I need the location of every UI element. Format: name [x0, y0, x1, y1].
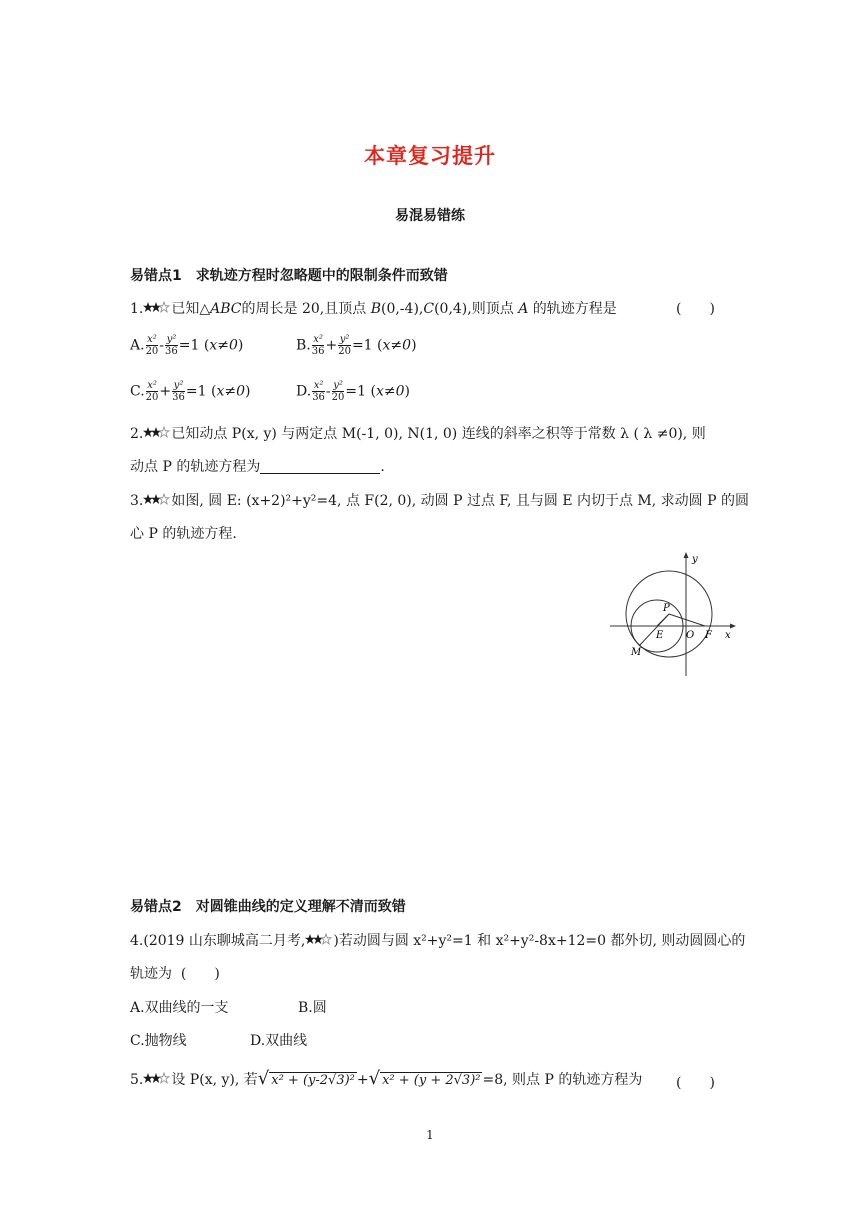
- question-5: 5. 设 P(x, y), 若√ x² + (y-2√3)² +√ x² + (y + 2√3)² =8, 则点 P 的轨迹方程为: [130, 1068, 643, 1089]
- point-m-label: M: [631, 647, 642, 658]
- circle-diagram: [606, 548, 742, 680]
- option-d: D. $\frac{\text{x²}}{36}$ - $\frac{\text{y²}}{20}$ =1 (x≠0): [296, 380, 410, 403]
- question-4-line-2: 轨迹为 ( ): [130, 966, 220, 982]
- point-o-label: O: [686, 630, 695, 641]
- answer-paren: ( ): [676, 301, 715, 317]
- section-subtitle: 易混易错练: [395, 208, 465, 224]
- difficulty-stars-icon: [143, 301, 171, 315]
- option-a: A. $\frac{\text{x²}}{20}$ - $\frac{\text{y²}}{36}$ =1 (x≠0): [130, 334, 244, 357]
- question-4-line-1: 4.(2019 山东聊城高二月考, )若动圆与圆 x²+y²=1 和 x²+y²-8x+12=0 都外切, 则动圆圆心的: [130, 933, 746, 949]
- option-c: C.抛物线: [130, 1033, 187, 1049]
- answer-paren: ( ): [676, 1075, 715, 1091]
- difficulty-stars-icon: [143, 426, 171, 440]
- point-e-label: E: [656, 630, 664, 641]
- option-b: B.圆: [298, 1000, 327, 1016]
- radical-1: x² + (y-2√3)²: [271, 1073, 355, 1088]
- question-1: 1. 已知△ABC的周长是 20,且顶点 B(0,-4),C(0,4),则顶点 A 的轨迹方程是: [130, 301, 617, 317]
- question-2-line-1: 2. 已知动点 P(x, y) 与两定点 M(-1, 0), N(1, 0) 连线的斜率之积等于常数 λ ( λ ≠0), 则: [130, 426, 706, 442]
- difficulty-stars-icon: [143, 1072, 171, 1086]
- answer-blank[interactable]: [260, 459, 380, 474]
- question-3-line-1: 3. 如图, 圆 E: (x+2)²+y²=4, 点 F(2, 0), 动圆 P 过点 F, 且与圆 E 内切于点 M, 求动圆 P 的圆: [130, 493, 749, 509]
- error-point-2-heading: 易错点2 对圆锥曲线的定义理解不清而致错: [130, 899, 406, 915]
- option-d: D.双曲线: [250, 1033, 308, 1049]
- option-a: A.双曲线的一支: [130, 1000, 229, 1016]
- question-2-line-2: 动点 P 的轨迹方程为 .: [130, 459, 385, 475]
- radical-2: x² + (y + 2√3)²: [382, 1073, 481, 1088]
- y-label: y: [692, 554, 698, 565]
- page-number: 1: [426, 1128, 434, 1142]
- option-b: B. $\frac{\text{x²}}{36}$ + $\frac{\text{y²}}{20}$ =1 (x≠0): [296, 334, 417, 357]
- segment-pe: [657, 614, 669, 626]
- option-c: C. $\frac{\text{x²}}{20}$ + $\frac{\text{y²}}{36}$ =1 (x≠0): [130, 380, 251, 403]
- segment-pf: [669, 614, 705, 626]
- point-p-label: P: [663, 603, 670, 614]
- difficulty-stars-icon: [143, 493, 171, 507]
- point-f-label: F: [705, 630, 712, 641]
- x-label: x: [725, 630, 731, 641]
- difficulty-stars-icon: [305, 933, 333, 947]
- question-3-line-2: 心 P 的轨迹方程.: [130, 526, 237, 542]
- question-number: 1.: [130, 301, 144, 317]
- error-point-1-heading: 易错点1 求轨迹方程时忽略题中的限制条件而致错: [130, 268, 448, 284]
- page-title: 本章复习提升: [364, 144, 496, 168]
